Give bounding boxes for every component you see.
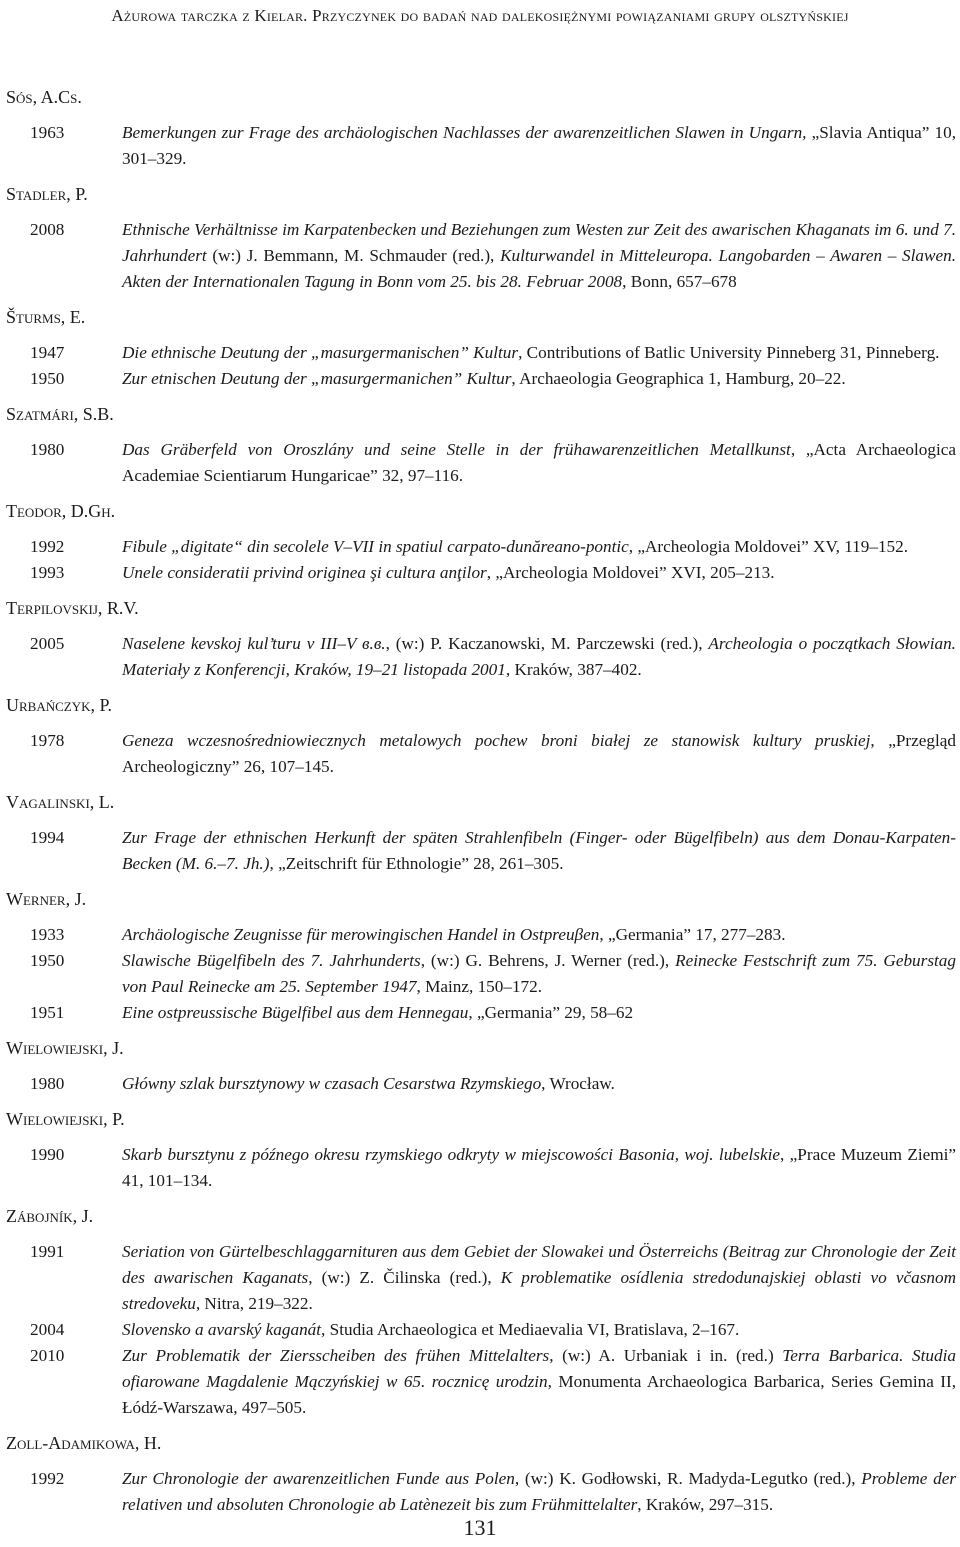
reference-detail: , Studia Archaeologica et Mediaevalia VI, Bratislava, 2‒167. — [321, 1320, 740, 1339]
reference-entry — [6, 1317, 958, 1343]
reference-entry — [6, 1343, 958, 1421]
reference-text — [122, 1343, 958, 1421]
reference-detail: , Wrocław. — [541, 1074, 615, 1093]
reference-entry — [6, 948, 958, 1000]
reference-author: Werner, J. — [6, 889, 87, 909]
reference-detail: , (w:) P. Kaczanowski, M. Parczewski (red.), — [385, 634, 709, 653]
reference-year: 1980 — [30, 1074, 65, 1093]
reference-detail: , Kraków, 297‒315. — [637, 1495, 774, 1514]
reference-author: Sós, A.Cs. — [6, 87, 82, 107]
reference-author: Terpilovskij, R.V. — [6, 598, 139, 618]
reference-author: Vagalinski, L. — [6, 792, 115, 812]
reference-title: Kulturwandel in Mitteleuropa. Langobarden – Awaren – Slawen. Akten der Internationalen Tagung in Bonn vom 25. bis 28. Februar 2008 — [122, 246, 956, 291]
reference-detail: „Slavia Antiqua” 10, 301‒329. — [122, 123, 956, 168]
reference-year: 1992 — [30, 537, 65, 556]
reference-title: Ethnische Verhältnisse im Karpatenbecken und Beziehungen zum Westen zur Zeit des awarischen Khaganats im 6. und 7. Jahrhundert — [122, 220, 956, 265]
reference-title: Slovensko a avarský kaganát — [122, 1320, 322, 1339]
reference-year: 1933 — [30, 925, 65, 944]
reference-detail: , (w:) G. Behrens, J. Werner (red.), — [420, 951, 676, 970]
reference-author: Zábojník, J. — [6, 1206, 94, 1226]
reference-entry — [6, 437, 958, 489]
reference-detail: , „Archeologia Moldovei” XV, 119‒152. — [628, 537, 909, 556]
reference-detail: , Bonn, 657‒678 — [622, 272, 737, 291]
reference-detail: , Kraków, 387‒402. — [505, 660, 642, 679]
reference-detail: , (w:) K. Godłowski, R. Madyda-Legutko (red.), — [514, 1469, 862, 1488]
reference-text — [122, 534, 958, 560]
reference-year: 1950 — [30, 369, 65, 388]
reference-text — [122, 1239, 958, 1317]
reference-author: Wielowiejski, P. — [6, 1109, 125, 1129]
reference-entry — [6, 340, 958, 366]
reference-title: Reinecke Festschrift zum 75. Geburstag von Paul Reinecke am 25. September 1947 — [122, 951, 956, 996]
reference-text — [122, 437, 958, 489]
reference-detail: , „Acta Archaeologica Academiae Scientiarum Hungaricae” 32, 97‒116. — [122, 440, 956, 485]
reference-detail: , Contributions of Batlic University Pinneberg 31, Pinneberg. — [518, 343, 940, 362]
reference-detail: , „Archeologia Moldovei” XVI, 205‒213. — [486, 563, 775, 582]
reference-title: Archeologia o początkach Słowian. Materiały z Konferencji, Kraków, 19‒21 listopada 2001 — [122, 634, 956, 679]
reference-entry — [6, 1142, 958, 1194]
reference-title: Bemerkungen zur Frage des archäologischen Nachlasses der awarenzeitlichen Slawen in Ungarn, — [122, 123, 807, 142]
reference-entry — [6, 217, 958, 295]
reference-year: 1994 — [30, 828, 65, 847]
reference-title: Slawische Bügelfibeln des 7. Jahrhunderts — [122, 951, 421, 970]
reference-text — [122, 728, 958, 780]
reference-year: 2010 — [30, 1346, 65, 1365]
reference-detail: , (w:) Z. Čilinska (red.), — [308, 1268, 501, 1287]
reference-text — [122, 366, 958, 392]
reference-entry — [6, 825, 958, 877]
reference-detail: , „Germania” 29, 58‒62 — [468, 1003, 634, 1022]
reference-text — [122, 1071, 958, 1097]
running-head: Ażurowa tarczka z Kielar. Przyczynek do badań nad dalekosiężnymi powiązaniami grupy olsztyńskiej — [111, 6, 849, 25]
reference-title: Probleme der relativen und absoluten Chronologie ab Latènezeit bis zum Frühmittelalter — [122, 1469, 957, 1514]
reference-detail: , (w:) A. Urbaniak i in. (red.) — [549, 1346, 783, 1365]
reference-title: Zur Frage der ethnischen Herkunft der späten Strahlenfibeln (Finger- oder Bügelfibeln) aus dem Donau-Karpaten-Becken (M. 6.‒7. Jh.) — [122, 828, 956, 873]
reference-entry — [6, 560, 958, 586]
reference-title: Die ethnische Deutung der „masurgermanischen” Kultur — [122, 343, 519, 362]
reference-title: Zur Chronologie der awarenzeitlichen Funde aus Polen — [122, 1469, 515, 1488]
reference-detail: , Archaeologia Geographica 1, Hamburg, 20‒22. — [511, 369, 846, 388]
reference-detail: , „Przegląd Archeologiczny” 26, 107‒145. — [122, 731, 956, 776]
reference-text — [122, 1000, 958, 1026]
reference-entry — [6, 534, 958, 560]
reference-title: Terra Barbarica. Studia ofiarowane Magdalenie Mączyńskiej w 65. rocznicę urodzin — [122, 1346, 956, 1391]
reference-title: Geneza wczesnośredniowiecznych metalowych pochew broni białej ze stanowisk kultury pruskiej — [122, 731, 871, 750]
reference-entry — [6, 922, 958, 948]
reference-year: 1992 — [30, 1469, 65, 1488]
reference-title: Das Gräberfeld von Oroszlány und seine Stelle in der frühawarenzeitlichen Metallkunst — [122, 440, 791, 459]
reference-entry — [6, 1071, 958, 1097]
reference-title: Fibule „digitate“ din secolele V‒VII in spatiul carpato-dunăreano-pontic — [122, 537, 629, 556]
reference-text — [122, 1317, 958, 1343]
reference-year: 2004 — [30, 1320, 65, 1339]
reference-entry — [6, 1466, 958, 1518]
reference-entry — [6, 1239, 958, 1317]
reference-detail: , Nitra, 219‒322. — [195, 1294, 313, 1313]
reference-entry — [6, 120, 958, 172]
reference-text — [122, 922, 958, 948]
reference-text — [122, 948, 958, 1000]
reference-year: 1947 — [30, 343, 65, 362]
reference-title: Unele consideratii privind originea şi cultura anţilor — [122, 563, 487, 582]
reference-title: K problematike osídlenia stredodunajskiej oblasti vo včasnom stredoveku — [122, 1268, 956, 1313]
reference-detail: , „Prace Muzeum Ziemi” 41, 101‒134. — [122, 1145, 956, 1190]
reference-text — [122, 217, 958, 295]
reference-year: 1978 — [30, 731, 65, 750]
reference-author: Szatmári, S.B. — [6, 404, 114, 424]
reference-text — [122, 560, 958, 586]
reference-year: 1950 — [30, 951, 65, 970]
reference-entry — [6, 631, 958, 683]
reference-author: Wielowiejski, J. — [6, 1038, 124, 1058]
reference-year: 1951 — [30, 1003, 65, 1022]
reference-title: Archäologische Zeugnisse für merowingischen Handel in Ostpreuβen — [122, 925, 600, 944]
page-number: 131 — [463, 1515, 497, 1540]
reference-author: Teodor, D.Gh. — [6, 501, 116, 521]
reference-title: Zur etnischen Deutung der „masurgermanichen” Kultur — [122, 369, 512, 388]
reference-author: Stadler, P. — [6, 184, 88, 204]
reference-year: 1963 — [30, 123, 65, 142]
reference-year: 1993 — [30, 563, 65, 582]
reference-detail: , „Zeitschrift für Ethnologie” 28, 261‒305. — [269, 854, 564, 873]
reference-title: Zur Problematik der Ziersscheiben des frühen Mittelalters — [122, 1346, 550, 1365]
reference-year: 1980 — [30, 440, 65, 459]
reference-title: Naselene kevskoj kul’turu v III‒V в.в. — [122, 634, 386, 653]
reference-author: Zoll-Adamikowa, H. — [6, 1433, 162, 1453]
reference-text — [122, 631, 958, 683]
reference-year: 2005 — [30, 634, 65, 653]
reference-title: Skarb bursztynu z późnego okresu rzymskiego odkryty w miejscowości Basonia, woj. lubelskie — [122, 1145, 781, 1164]
reference-list — [6, 84, 958, 1518]
reference-detail: , Mainz, 150‒172. — [416, 977, 543, 996]
reference-year: 1990 — [30, 1145, 65, 1164]
reference-title: Główny szlak bursztynowy w czasach Cesarstwa Rzymskiego — [122, 1074, 542, 1093]
reference-text — [122, 1142, 958, 1194]
reference-detail: , Monumenta Archaeologica Barbarica, Series Gemina II, Łódź-Warszawa, 497‒505. — [122, 1372, 956, 1417]
reference-text — [122, 340, 958, 366]
reference-author: Šturms, E. — [6, 307, 86, 327]
reference-text — [122, 825, 958, 877]
reference-year: 2008 — [30, 220, 65, 239]
reference-detail: , „Germania” 17, 277‒283. — [599, 925, 786, 944]
reference-entry — [6, 1000, 958, 1026]
reference-author: Urbańczyk, P. — [6, 695, 113, 715]
reference-text — [122, 120, 958, 172]
reference-entry — [6, 728, 958, 780]
reference-title: Seriation von Gürtelbeschlaggarnituren aus dem Gebiet der Slowakei und Österreichs (Beitrag zur Chronologie der Zeit des awarischen Kaganats — [122, 1242, 956, 1287]
reference-entry — [6, 366, 958, 392]
reference-year: 1991 — [30, 1242, 65, 1261]
reference-detail: (w:) J. Bemmann, M. Schmauder (red.), — [206, 246, 501, 265]
reference-title: Eine ostpreussische Bügelfibel aus dem Hennegau — [122, 1003, 469, 1022]
reference-text — [122, 1466, 958, 1518]
